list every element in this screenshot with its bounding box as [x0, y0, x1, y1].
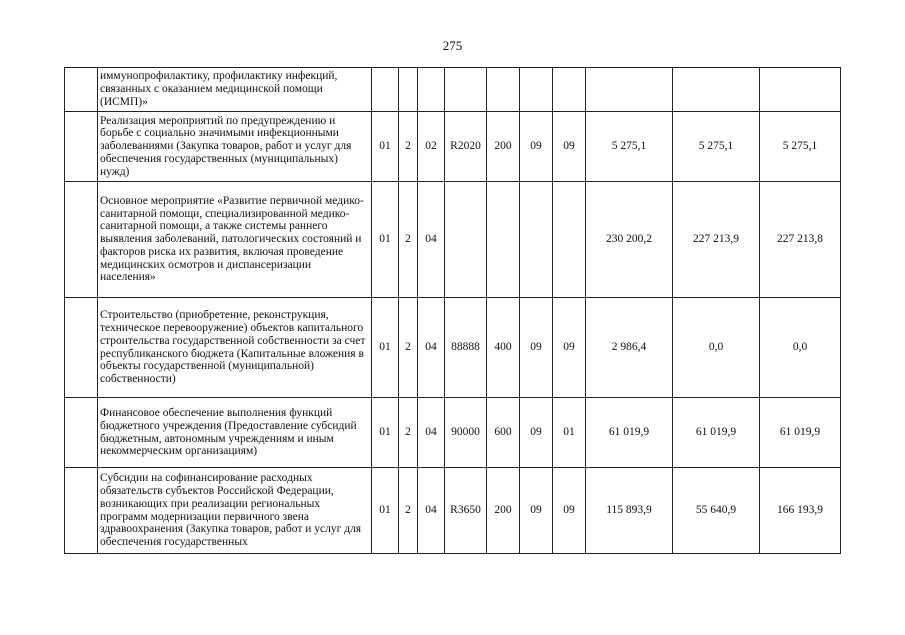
page-number: 275 — [442, 38, 463, 53]
amount-year3-cell: 0,0 — [760, 298, 841, 398]
activity-code-cell: 04 — [418, 468, 445, 554]
amount-year1-cell: 115 893,9 — [586, 468, 673, 554]
item-name-cell: Основное мероприятие «Развитие первичной медико-санитарной помощи, специализированной медико-санитарной помощи, а также системы раннего выявления заболеваний, патологических состояний и факторов риска их развития, включая проведение медицинских осмотров и диспансеризации населения» — [98, 182, 372, 298]
amount-year2-cell — [673, 68, 760, 112]
item-name-cell: Строительство (приобретение, реконструкция, техническое перевооружение) объектов капитального строительства государственной собственности за счет республиканского бюджета (Капитальные вложения в объекты государственной (муниципальной) собственности) — [98, 298, 372, 398]
subsection-cell — [553, 182, 586, 298]
row-index-cell — [65, 68, 98, 112]
expense-direction-cell — [445, 68, 487, 112]
expense-direction-cell: R3650 — [445, 468, 487, 554]
subsection-cell: 09 — [553, 298, 586, 398]
amount-year2-cell: 5 275,1 — [673, 112, 760, 182]
row-index-cell — [65, 112, 98, 182]
amount-year3-cell: 61 019,9 — [760, 398, 841, 468]
amount-year3-cell: 166 193,9 — [760, 468, 841, 554]
section-cell — [520, 182, 553, 298]
expense-direction-cell — [445, 182, 487, 298]
expense-type-cell: 200 — [487, 468, 520, 554]
program-code-cell: 01 — [372, 298, 399, 398]
table-row — [65, 468, 841, 554]
row-index-cell — [65, 468, 98, 554]
budget-table — [64, 67, 841, 554]
activity-code-cell: 04 — [418, 298, 445, 398]
amount-year1-cell: 61 019,9 — [586, 398, 673, 468]
section-cell: 09 — [520, 398, 553, 468]
section-cell: 09 — [520, 112, 553, 182]
section-cell — [520, 68, 553, 112]
table-row — [65, 298, 841, 398]
expense-direction-cell: 90000 — [445, 398, 487, 468]
item-name-cell: Реализация мероприятий по предупреждению и борьбе с социально значимыми инфекционными заболеваниями (Закупка товаров, работ и услуг для обеспечения государственных (муниципальных) нужд) — [98, 112, 372, 182]
amount-year1-cell — [586, 68, 673, 112]
table-row — [65, 112, 841, 182]
subsection-cell: 09 — [553, 468, 586, 554]
table-row — [65, 68, 841, 112]
program-code-cell: 01 — [372, 182, 399, 298]
amount-year2-cell: 55 640,9 — [673, 468, 760, 554]
amount-year3-cell: 227 213,8 — [760, 182, 841, 298]
activity-code-cell: 04 — [418, 398, 445, 468]
expense-type-cell: 400 — [487, 298, 520, 398]
table-row — [65, 182, 841, 298]
amount-year1-cell: 230 200,2 — [586, 182, 673, 298]
activity-code-cell — [418, 68, 445, 112]
row-index-cell — [65, 298, 98, 398]
item-name-cell: Субсидии на софинансирование расходных обязательств субъектов Российской Федерации, возникающих при реализации региональных программ модернизации первичного звена здравоохранения (Закупка товаров, работ и услуг для обеспечения государственных — [98, 468, 372, 554]
activity-code-cell: 04 — [418, 182, 445, 298]
section-cell: 09 — [520, 298, 553, 398]
amount-year2-cell: 227 213,9 — [673, 182, 760, 298]
program-code-cell: 01 — [372, 112, 399, 182]
amount-year3-cell: 5 275,1 — [760, 112, 841, 182]
amount-year2-cell: 0,0 — [673, 298, 760, 398]
amount-year1-cell: 5 275,1 — [586, 112, 673, 182]
subprogram-code-cell: 2 — [399, 182, 418, 298]
row-index-cell — [65, 398, 98, 468]
subsection-cell — [553, 68, 586, 112]
amount-year1-cell: 2 986,4 — [586, 298, 673, 398]
program-code-cell — [372, 68, 399, 112]
subprogram-code-cell — [399, 68, 418, 112]
amount-year2-cell: 61 019,9 — [673, 398, 760, 468]
subprogram-code-cell: 2 — [399, 298, 418, 398]
table-row — [65, 398, 841, 468]
subsection-cell: 01 — [553, 398, 586, 468]
expense-direction-cell: 88888 — [445, 298, 487, 398]
subprogram-code-cell: 2 — [399, 468, 418, 554]
row-index-cell — [65, 182, 98, 298]
item-name-cell: Финансовое обеспечение выполнения функций бюджетного учреждения (Предоставление субсидий бюджетным, автономным учреждениям и иным некоммерческим организациям) — [98, 398, 372, 468]
item-name-cell: иммунопрофилактику, профилактику инфекций, связанных с оказанием медицинской помощи (ИСМП)» — [98, 68, 372, 112]
expense-type-cell: 600 — [487, 398, 520, 468]
subprogram-code-cell: 2 — [399, 398, 418, 468]
expense-type-cell: 200 — [487, 112, 520, 182]
activity-code-cell: 02 — [418, 112, 445, 182]
subprogram-code-cell: 2 — [399, 112, 418, 182]
expense-type-cell — [487, 182, 520, 298]
amount-year3-cell — [760, 68, 841, 112]
program-code-cell: 01 — [372, 398, 399, 468]
expense-type-cell — [487, 68, 520, 112]
section-cell: 09 — [520, 468, 553, 554]
subsection-cell: 09 — [553, 112, 586, 182]
expense-direction-cell: R2020 — [445, 112, 487, 182]
program-code-cell: 01 — [372, 468, 399, 554]
